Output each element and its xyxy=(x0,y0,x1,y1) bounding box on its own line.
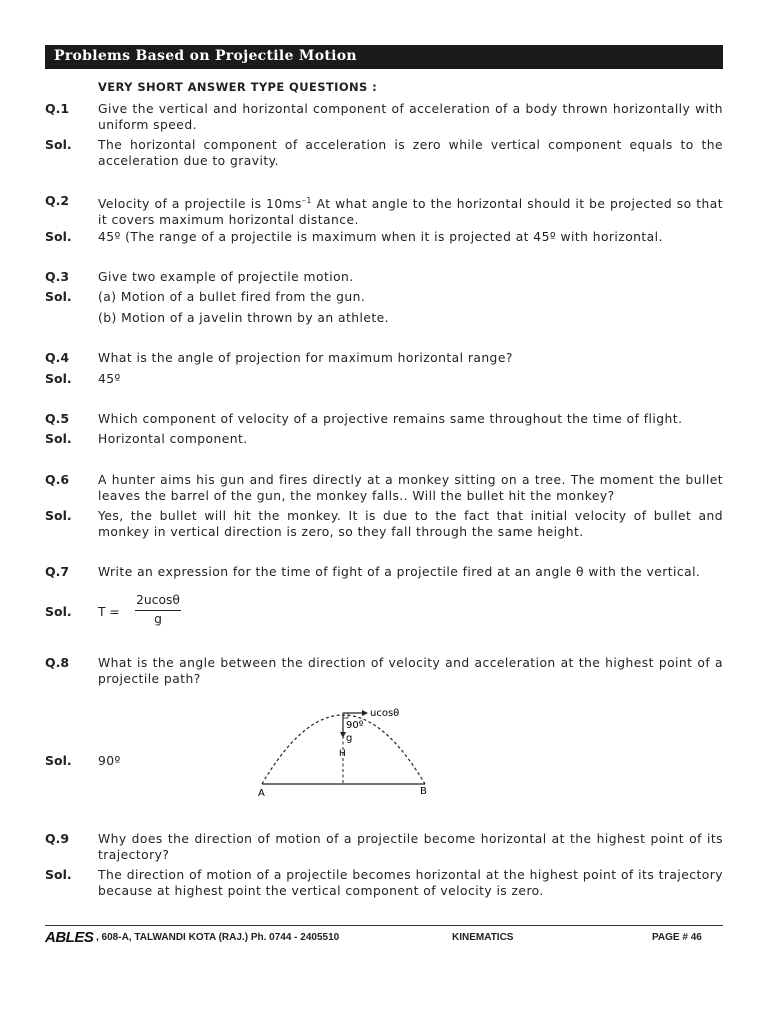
q9-label: Q.9 xyxy=(45,831,70,846)
point-b-label: B xyxy=(420,786,427,797)
q3-question: Give two example of projectile motion. xyxy=(98,270,354,284)
formula-numerator: 2ucosθ xyxy=(136,593,180,607)
gravity-label: g xyxy=(346,733,353,744)
q3-solution-a: (a) Motion of a bullet fired from the gun. xyxy=(98,290,366,304)
q2-question-superscript: –1 xyxy=(301,196,312,205)
section-header-bar xyxy=(45,45,723,69)
q6-solution: Yes, the bullet will hit the monkey. It is due to the fact that initial velocity of bullet and monkey in vertical direction is zero, so they fall through the same height. xyxy=(98,509,723,539)
q4-solution: 45º xyxy=(98,372,121,386)
q3-solution-b: (b) Motion of a javelin thrown by an athlete. xyxy=(98,311,390,325)
q2-sol-label: Sol. xyxy=(45,229,72,244)
q9-solution: The direction of motion of a projectile becomes horizontal at the highest point of its trajectory because at highest point the vertical component of velocity is zero. xyxy=(98,868,723,898)
q3-label: Q.3 xyxy=(45,269,70,284)
question-type-heading: VERY SHORT ANSWER TYPE QUESTIONS : xyxy=(98,80,378,94)
footer-page-number: PAGE # 46 xyxy=(652,932,702,943)
q2-question xyxy=(98,193,723,228)
velocity-label: ucosθ xyxy=(370,708,400,719)
q2-question-part-b: At what angle to the horizontal should it be projected so that it covers maximum horizontal distance. xyxy=(98,197,723,228)
q8-question: What is the angle between the direction of velocity and acceleration at the highest point of a projectile path? xyxy=(98,656,723,686)
q5-sol-label: Sol. xyxy=(45,431,72,446)
q8-solution: 90º xyxy=(98,754,121,768)
q1-sol-label: Sol. xyxy=(45,137,72,152)
q6-question: A hunter aims his gun and fires directly at a monkey sitting on a tree. The moment the bullet leaves the barrel of the gun, the monkey falls.. Will the bullet hit the monkey? xyxy=(98,473,723,503)
q4-question: What is the angle of projection for maximum horizontal range? xyxy=(98,351,513,365)
q9-sol-label: Sol. xyxy=(45,867,72,882)
formula-lhs: T = xyxy=(98,605,120,619)
q1-solution: The horizontal component of acceleration is zero while vertical component equals to the acceleration due to gravity. xyxy=(98,138,723,168)
height-label: H xyxy=(339,749,346,759)
q4-label: Q.4 xyxy=(45,350,70,365)
q7-label: Q.7 xyxy=(45,564,70,579)
q7-solution-formula xyxy=(98,593,198,629)
q6-label: Q.6 xyxy=(45,472,70,487)
q2-solution: 45º (The range of a projectile is maximum when it is projected at 45º with horizontal. xyxy=(98,230,663,244)
q7-sol-label: Sol. xyxy=(45,604,72,619)
section-header-title: Problems Based on Projectile Motion xyxy=(54,48,357,64)
point-a-label: A xyxy=(258,788,265,799)
formula-denominator: g xyxy=(154,612,162,626)
footer-chapter: KINEMATICS xyxy=(452,932,514,943)
q2-question-part-a: Velocity of a projectile is 10ms xyxy=(98,197,302,212)
publisher-logo: ABLES xyxy=(45,929,94,946)
q1-label: Q.1 xyxy=(45,101,70,116)
q8-label: Q.8 xyxy=(45,655,70,670)
q3-sol-label: Sol. xyxy=(45,289,72,304)
q6-sol-label: Sol. xyxy=(45,508,72,523)
q4-sol-label: Sol. xyxy=(45,371,72,386)
q2-label: Q.2 xyxy=(45,193,70,208)
q7-question: Write an expression for the time of fight of a projectile fired at an angle θ with the vertical. xyxy=(98,565,701,579)
velocity-arrow-head xyxy=(362,710,368,716)
q8-sol-label: Sol. xyxy=(45,753,72,768)
angle-label: 90º xyxy=(346,720,364,731)
fraction-bar xyxy=(135,610,181,611)
footer-address: , 608-A, TALWANDI KOTA (RAJ.) Ph. 0744 - 2405510 xyxy=(96,932,340,943)
q5-label: Q.5 xyxy=(45,411,70,426)
q5-question: Which component of velocity of a projective remains same throughout the time of flight. xyxy=(98,412,683,426)
q9-question: Why does the direction of motion of a projectile become horizontal at the highest point of its trajectory? xyxy=(98,832,723,862)
q1-question: Give the vertical and horizontal component of acceleration of a body thrown horizontally with uniform speed. xyxy=(98,102,723,132)
footer-divider xyxy=(45,925,723,926)
q5-solution: Horizontal component. xyxy=(98,432,248,446)
projectile-trajectory-diagram xyxy=(250,700,450,800)
